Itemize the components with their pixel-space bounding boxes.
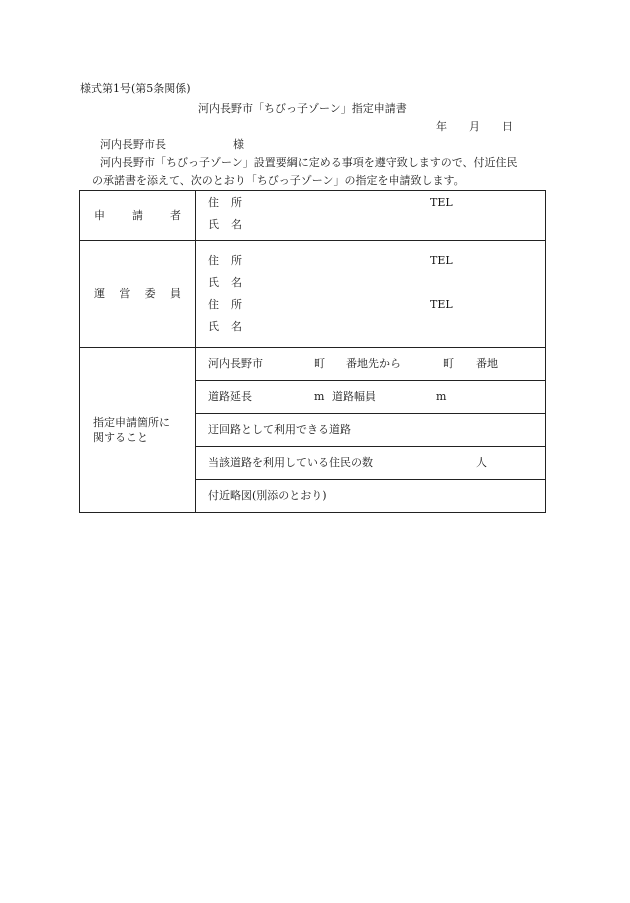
applicant-tel-label: TEL — [430, 196, 453, 209]
body-text-line-1: 河内長野市「ちびっ子ゾーン」設置要綱に定める事項を遵守致しますので、付近住民 — [100, 156, 518, 169]
location-town-2: 町 — [443, 357, 454, 370]
map-cell[interactable] — [196, 480, 546, 513]
applicant-row — [80, 191, 546, 241]
location-from: 番地先から — [346, 357, 401, 370]
map-label: 付近略図(別添のとおり) — [208, 489, 327, 502]
addressee-honorific: 様 — [233, 138, 244, 151]
committee-address-line-1[interactable] — [196, 249, 545, 271]
committee-tel-label-2: TEL — [430, 298, 453, 311]
addressee — [100, 138, 244, 152]
location-address-row — [80, 348, 546, 381]
committee-label-cell — [80, 241, 196, 348]
form-number: 様式第1号(第5条関係) — [80, 82, 191, 95]
application-table — [79, 190, 546, 513]
date-month: 月 — [469, 120, 480, 133]
body-text-line-2: の承諾書を添えて、次のとおり「ちびっ子ゾーン」の指定を申請致します。 — [92, 174, 465, 187]
residents-cell[interactable] — [196, 447, 546, 480]
location-city: 河内長野市 — [208, 357, 263, 370]
location-address-cell[interactable] — [196, 348, 546, 381]
committee-name-label-1: 氏 名 — [208, 276, 242, 289]
applicant-address-label: 住 所 — [208, 196, 242, 209]
location-banchi: 番地 — [476, 357, 498, 370]
detour-label: 迂回路として利用できる道路 — [208, 423, 351, 436]
committee-fields-cell — [196, 241, 546, 348]
road-cell[interactable] — [196, 381, 546, 414]
residents-label: 当該道路を利用している住民の数 — [208, 456, 373, 469]
road-length-unit: m — [314, 390, 325, 403]
committee-address-line-2[interactable] — [196, 293, 545, 315]
committee-name-label-2: 氏 名 — [208, 320, 242, 333]
committee-row — [80, 241, 546, 348]
location-label-cell — [80, 348, 196, 513]
location-town-1: 町 — [314, 357, 325, 370]
road-width-label: 道路幅員 — [332, 390, 376, 403]
applicant-label-cell — [80, 191, 196, 241]
applicant-address-line[interactable] — [196, 191, 545, 213]
applicant-name-line[interactable] — [196, 213, 545, 235]
date-day: 日 — [502, 120, 513, 133]
document-title: 河内長野市「ちびっ子ゾーン」指定申請書 — [198, 102, 407, 115]
date-year: 年 — [436, 120, 447, 133]
committee-name-line-1[interactable] — [196, 271, 545, 293]
residents-unit: 人 — [476, 456, 487, 469]
location-label: 指定申請箇所に 関すること — [93, 416, 170, 444]
applicant-label: 申 請 者 — [94, 208, 181, 222]
committee-address-label-1: 住 所 — [208, 254, 242, 267]
committee-name-line-2[interactable] — [196, 315, 545, 337]
addressee-name: 河内長野市長 — [100, 138, 166, 151]
detour-cell[interactable] — [196, 414, 546, 447]
committee-tel-label-1: TEL — [430, 254, 453, 267]
road-width-unit: m — [436, 390, 447, 403]
committee-address-label-2: 住 所 — [208, 298, 242, 311]
road-length-label: 道路延長 — [208, 390, 252, 403]
committee-label: 運 営 委 員 — [94, 287, 181, 300]
applicant-name-label: 氏 名 — [208, 218, 242, 231]
date-block — [436, 120, 513, 134]
applicant-fields-cell — [196, 191, 546, 241]
